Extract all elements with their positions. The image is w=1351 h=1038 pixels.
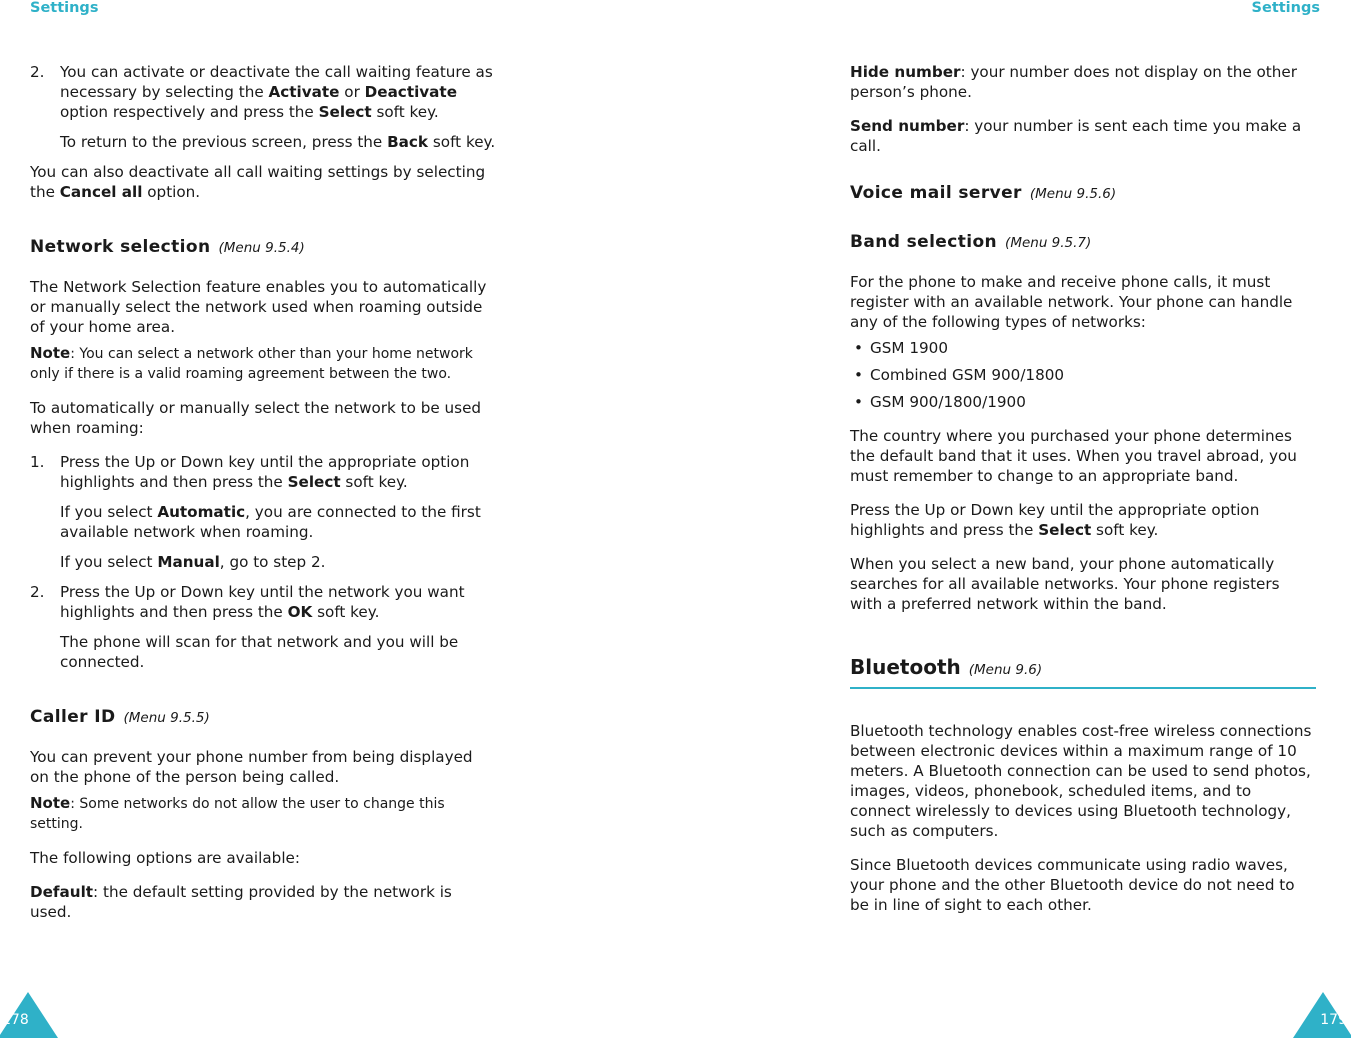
option-text: : your number does not display on the other person’s phone. bbox=[850, 63, 1297, 101]
network-step-1 bbox=[30, 452, 496, 492]
menu-reference: (Menu 9.5.7) bbox=[1005, 235, 1092, 251]
menu-reference: (Menu 9.6) bbox=[968, 662, 1043, 678]
band-selection-heading bbox=[850, 231, 1316, 254]
step-number: 2. bbox=[30, 583, 45, 601]
band-new: When you select a new band, your phone automatically searches for all available networks. Your phone registers with a preferred network within the band. bbox=[850, 555, 1280, 613]
bullet: • bbox=[854, 366, 863, 384]
network-type-list bbox=[850, 338, 1316, 412]
text: If you select bbox=[60, 553, 158, 571]
list-item-text: GSM 1900 bbox=[870, 339, 948, 357]
text: Press the Up or Down key until the appropriate option highlights and press the bbox=[850, 501, 1260, 539]
note-text: : Some networks do not allow the user to change this setting. bbox=[30, 796, 445, 832]
left-column bbox=[30, 62, 496, 936]
page-number: 179 bbox=[1320, 1012, 1347, 1028]
note-text: : You can select a network other than your home network only if there is a valid roaming agreement between the two. bbox=[30, 346, 473, 382]
heading-title: Voice mail server bbox=[850, 183, 1022, 203]
text: or bbox=[339, 83, 365, 101]
bluetooth-p2: Since Bluetooth devices communicate using radio waves, your phone and the other Bluetooth device do not need to be in line of sight to each other. bbox=[850, 856, 1295, 914]
caller-id-intro: You can prevent your phone number from being displayed on the phone of the person being called. bbox=[30, 748, 473, 786]
manual-option bbox=[30, 552, 496, 572]
keyword-deactivate: Deactivate bbox=[364, 83, 457, 101]
text: soft key. bbox=[428, 133, 496, 151]
hide-number-option bbox=[850, 62, 1316, 102]
heading-title: Network selection bbox=[30, 237, 211, 257]
text: option. bbox=[142, 183, 201, 201]
step-number: 2. bbox=[30, 63, 45, 81]
text: To return to the previous screen, press the bbox=[60, 133, 388, 151]
page-header: Settings bbox=[30, 0, 99, 16]
option-label: Hide number bbox=[850, 63, 961, 81]
heading-title: Bluetooth bbox=[850, 655, 961, 679]
text: , you are connected to the first available network when roaming. bbox=[60, 503, 481, 541]
bluetooth-p1: Bluetooth technology enables cost-free wireless connections between electronic devices within a maximum range of 10 meters. A Bluetooth connection can be used to send photos, images, videos, phonebook, scheduled items, and to connect wirelessly to devices using Bluetooth technology, such as computers. bbox=[850, 722, 1312, 840]
menu-reference: (Menu 9.5.4) bbox=[218, 240, 305, 256]
scan-text: The phone will scan for that network and you will be connected. bbox=[60, 633, 459, 671]
network-note bbox=[30, 343, 496, 384]
menu-reference: (Menu 9.5.6) bbox=[1029, 186, 1117, 202]
page-header: Settings bbox=[1251, 0, 1320, 16]
keyword-activate: Activate bbox=[268, 83, 340, 101]
heading-title: Band selection bbox=[850, 232, 998, 252]
list-item bbox=[850, 392, 1316, 412]
keyword-back: Back bbox=[387, 133, 429, 151]
network-to-select: To automatically or manually select the network to be used when roaming: bbox=[30, 399, 482, 437]
text: Press the Up or Down key until the appropriate option highlights and then press the bbox=[60, 453, 470, 491]
bluetooth-heading bbox=[850, 654, 1316, 689]
network-step-2 bbox=[30, 582, 496, 622]
step-2-call-waiting bbox=[30, 62, 496, 122]
right-page bbox=[676, 0, 1351, 1038]
text: soft key. bbox=[312, 603, 380, 621]
heading-title: Caller ID bbox=[30, 707, 116, 727]
band-country: The country where you purchased your phone determines the default band that it uses. When you travel abroad, you must remember to change to an appropriate band. bbox=[850, 427, 1297, 485]
options-available: The following options are available: bbox=[30, 849, 301, 867]
step-number: 1. bbox=[30, 453, 45, 471]
text: You can also deactivate all call waiting settings by selecting the bbox=[30, 163, 486, 201]
text: soft key. bbox=[1091, 521, 1159, 539]
band-press bbox=[850, 500, 1316, 540]
automatic-option bbox=[30, 502, 496, 542]
option-text: : the default setting provided by the network is used. bbox=[30, 883, 452, 921]
option-label: Send number bbox=[850, 117, 965, 135]
voice-mail-server-heading bbox=[850, 182, 1316, 205]
list-item bbox=[850, 338, 1316, 358]
text: option respectively and press the bbox=[60, 103, 319, 121]
keyword-select: Select bbox=[1038, 521, 1092, 539]
send-number-option bbox=[850, 116, 1316, 156]
text: soft key. bbox=[340, 473, 408, 491]
left-page bbox=[0, 0, 675, 1038]
text: soft key. bbox=[371, 103, 439, 121]
cancel-all-paragraph bbox=[30, 162, 496, 202]
bullet: • bbox=[854, 339, 863, 357]
keyword-manual: Manual bbox=[157, 553, 220, 571]
band-intro: For the phone to make and receive phone calls, it must register with an available network. Your phone can handle any of the following types of networks: bbox=[850, 273, 1293, 331]
caller-id-note bbox=[30, 793, 496, 834]
caller-id-heading bbox=[30, 706, 496, 729]
list-item-text: Combined GSM 900/1800 bbox=[870, 366, 1065, 384]
list-item bbox=[850, 365, 1316, 385]
list-item-text: GSM 900/1800/1900 bbox=[870, 393, 1026, 411]
keyword-automatic: Automatic bbox=[157, 503, 246, 521]
option-text: : your number is sent each time you make a call. bbox=[850, 117, 1302, 155]
note-label: Note bbox=[30, 344, 71, 362]
bullet: • bbox=[854, 393, 863, 411]
keyword-ok: OK bbox=[287, 603, 313, 621]
network-intro: The Network Selection feature enables you to automatically or manually select the network used when roaming outside of your home area. bbox=[30, 278, 487, 336]
menu-reference: (Menu 9.5.5) bbox=[123, 710, 210, 726]
note-label: Note bbox=[30, 794, 71, 812]
right-column bbox=[850, 62, 1316, 929]
text: , go to step 2. bbox=[219, 553, 326, 571]
keyword-select: Select bbox=[318, 103, 372, 121]
option-label: Default bbox=[30, 883, 94, 901]
page-number: 178 bbox=[2, 1012, 29, 1028]
keyword-select: Select bbox=[287, 473, 341, 491]
back-instruction bbox=[30, 132, 496, 152]
text: If you select bbox=[60, 503, 158, 521]
network-selection-heading bbox=[30, 236, 496, 259]
default-option bbox=[30, 882, 496, 922]
text: Press the Up or Down key until the network you want highlights and then press the bbox=[60, 583, 465, 621]
text: You can activate or deactivate the call waiting feature as necessary by selecting the bbox=[60, 63, 493, 101]
keyword-cancel-all: Cancel all bbox=[59, 183, 143, 201]
